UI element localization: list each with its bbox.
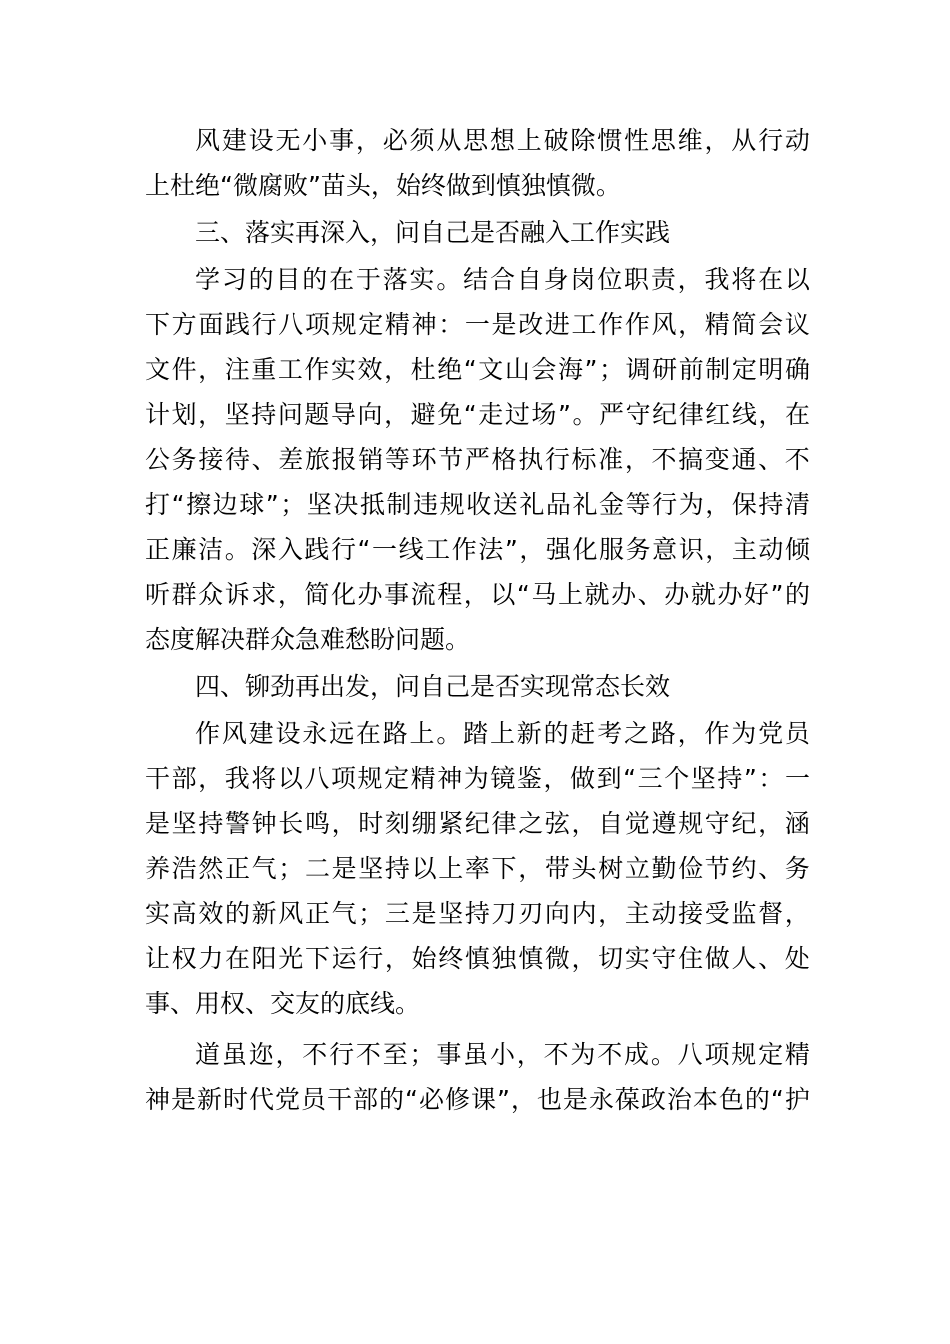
text-line: 四、铆劲再出发，问自己是否实现常态长效: [195, 672, 671, 701]
text-line: 神 是 新 时 代 党 员 干 部 的 “ 必 修 课 ” ， 也 是 永 葆 政 治 本 色 的 “ 护: [145, 1085, 810, 1114]
text-line: 风 建 设 无 小 事 ， 必 须 从 思 想 上 破 除 惯 性 思 维 ， 从 行 动: [195, 126, 810, 155]
text-line: 正 廉 洁 。 深 入 践 行 “ 一 线 工 作 法 ” ， 强 化 服 务 意 识 ， 主 动 倾: [145, 535, 810, 564]
text-line: 干 部 ， 我 将 以 八 项 规 定 精 神 为 镜 鉴 ， 做 到 “ 三 个 坚 持 ” ： 一: [145, 764, 810, 793]
text-line: 作 风 建 设 永 远 在 路 上 。 踏 上 新 的 赶 考 之 路 ， 作 为 党 员: [195, 719, 810, 748]
text-line: 听 群 众 诉 求 ， 简 化 办 事 流 程 ， 以 “ 马 上 就 办 、 办 就 办 好 ” 的: [145, 580, 810, 609]
text-line: 下 方 面 践 行 八 项 规 定 精 神 ： 一 是 改 进 工 作 作 风 ， 精 简 会 议: [145, 310, 810, 339]
text-line: 打 “ 擦 边 球 ” ； 坚 决 抵 制 违 规 收 送 礼 品 礼 金 等 行 为 ， 保 持 清: [145, 490, 810, 519]
text-line: 道 虽 迩 ， 不 行 不 至 ； 事 虽 小 ， 不 为 不 成 。 八 项 规 定 精: [195, 1040, 810, 1069]
text-line: 事、用权、交友的底线。: [145, 989, 421, 1018]
text-line: 养 浩 然 正 气 ； 二 是 坚 持 以 上 率 下 ， 带 头 树 立 勤 俭 节 约 、 务: [145, 854, 810, 883]
text-line: 让 权 力 在 阳 光 下 运 行 ， 始 终 慎 独 慎 微 ， 切 实 守 住 做 人 、 处: [145, 944, 810, 973]
text-line: 公 务 接 待 、 差 旅 报 销 等 环 节 严 格 执 行 标 准 ， 不 搞 变 通 、 不: [145, 445, 810, 474]
text-line: 学 习 的 目 的 在 于 落 实 。 结 合 自 身 岗 位 职 责 ， 我 将 在 以: [195, 265, 810, 294]
text-line: 三、落实再深入，问自己是否融入工作实践: [195, 218, 671, 247]
text-line: 态度解决群众急难愁盼问题。: [145, 625, 471, 654]
text-line: 实 高 效 的 新 风 正 气 ； 三 是 坚 持 刀 刃 向 内 ， 主 动 接 受 监 督 ，: [145, 899, 810, 928]
text-line: 文 件 ， 注 重 工 作 实 效 ， 杜 绝 “ 文 山 会 海 ” ； 调 研 前 制 定 明 确: [145, 355, 810, 384]
body-text: [145, 118, 810, 1122]
text-line: 计 划 ， 坚 持 问 题 导 向 ， 避 免 “ 走 过 场 ” 。 严 守 纪 律 红 线 ， 在: [145, 400, 810, 429]
text-line: 是 坚 持 警 钟 长 鸣 ， 时 刻 绷 紧 纪 律 之 弦 ， 自 觉 遵 规 守 纪 ， 涵: [145, 809, 810, 838]
text-line: 上杜绝“微腐败”苗头，始终做到慎独慎微。: [145, 171, 621, 200]
